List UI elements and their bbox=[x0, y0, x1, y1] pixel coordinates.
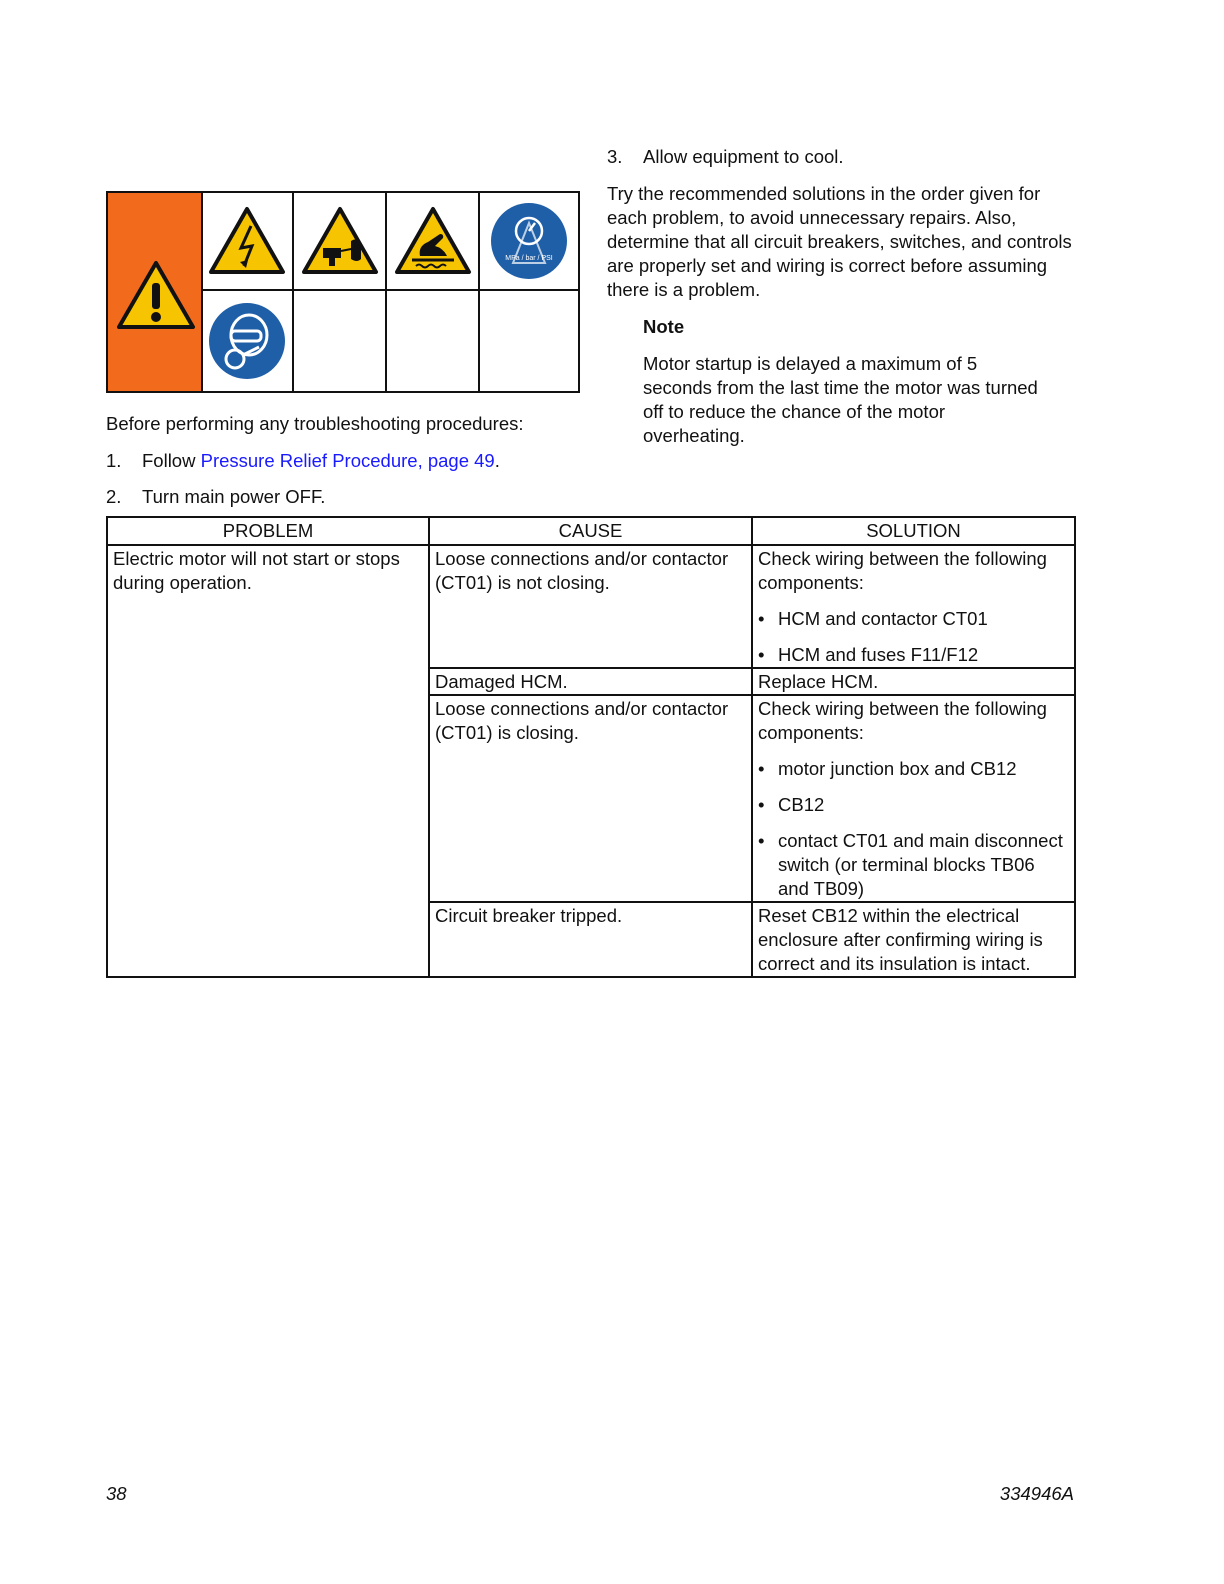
header-problem: PROBLEM bbox=[107, 517, 429, 545]
hot-surface-icon bbox=[394, 206, 472, 276]
cause-cell: Circuit breaker tripped. bbox=[429, 902, 752, 977]
pressure-gauge-icon bbox=[489, 201, 569, 281]
header-solution: SOLUTION bbox=[752, 517, 1075, 545]
cause-cell: Loose connections and/or contactor (CT01) is closing. bbox=[429, 695, 752, 902]
table-row bbox=[107, 545, 1075, 668]
step-2 bbox=[106, 485, 325, 509]
step-3-number: 3. bbox=[607, 146, 623, 167]
pressure-relief-link[interactable]: Pressure Relief Procedure, page 49 bbox=[200, 450, 495, 471]
skin-injection-icon bbox=[301, 206, 379, 276]
warning-symbols-panel bbox=[106, 191, 580, 393]
note-text: Motor startup is delayed a maximum of 5 seconds from the last time the motor was turned off to reduce the chance of the motor overheating. bbox=[643, 353, 1038, 446]
protective-equipment-icon bbox=[207, 301, 287, 381]
troubleshooting-table bbox=[106, 516, 1076, 978]
intro-paragraph: Try the recommended solutions in the order given for each problem, to avoid unnecessary repairs. Also, determine that all circuit breakers, switches, and controls are properly set and wiring is correct before assuming there is a problem. bbox=[607, 183, 1072, 300]
solution-cell bbox=[752, 695, 1075, 902]
solution-cell bbox=[752, 545, 1075, 668]
header-cause: CAUSE bbox=[429, 517, 752, 545]
solution-text: Check wiring between the following components: bbox=[758, 548, 1047, 593]
solution-cell: Replace HCM. bbox=[752, 668, 1075, 695]
cause-cell: Loose connections and/or contactor (CT01) is not closing. bbox=[429, 545, 752, 668]
step-2-number: 2. bbox=[106, 486, 122, 507]
step-1-prefix: Follow bbox=[142, 450, 201, 471]
list-item: • HCM and contactor CT01 bbox=[758, 608, 988, 629]
list-item: • motor junction box and CB12 bbox=[758, 758, 1017, 779]
electric-shock-icon bbox=[208, 206, 286, 276]
step-3-text: Allow equipment to cool. bbox=[643, 146, 844, 167]
step-1-suffix: . bbox=[494, 450, 500, 471]
exclamation-warning-icon bbox=[116, 259, 196, 331]
cell-electric-shock bbox=[201, 193, 294, 291]
step-1-number: 1. bbox=[106, 450, 122, 471]
general-warning-panel bbox=[108, 193, 203, 391]
cell-pressure-relief bbox=[480, 193, 578, 291]
table-header-row bbox=[107, 517, 1075, 545]
step-3 bbox=[607, 145, 844, 169]
cell-empty-2 bbox=[387, 291, 480, 391]
document-number: 334946A bbox=[999, 1483, 1074, 1504]
list-item: • CB12 bbox=[758, 794, 825, 815]
page-number: 38 bbox=[106, 1483, 127, 1504]
list-item: • contact CT01 and main disconnect switch (or terminal blocks TB06 and TB09) bbox=[758, 830, 1063, 899]
intro-before-text: Before performing any troubleshooting procedures: bbox=[106, 413, 524, 434]
step-2-text: Turn main power OFF. bbox=[142, 486, 326, 507]
note-title: Note bbox=[643, 316, 685, 337]
cell-ppe bbox=[201, 291, 294, 391]
cause-cell: Damaged HCM. bbox=[429, 668, 752, 695]
problem-cell: Electric motor will not start or stops during operation. bbox=[107, 545, 429, 977]
step-1 bbox=[106, 449, 500, 473]
solution-text: Check wiring between the following components: bbox=[758, 698, 1047, 743]
cell-empty-1 bbox=[294, 291, 387, 391]
cell-empty-3 bbox=[480, 291, 578, 391]
gauge-label: MPa / bar / PSI bbox=[505, 255, 553, 262]
list-item: • HCM and fuses F11/F12 bbox=[758, 644, 979, 665]
cell-burn-hazard bbox=[387, 193, 480, 291]
solution-cell: Reset CB12 within the electrical enclosure after confirming wiring is correct and its insulation is intact. bbox=[752, 902, 1075, 977]
cell-injection-hazard bbox=[294, 193, 387, 291]
